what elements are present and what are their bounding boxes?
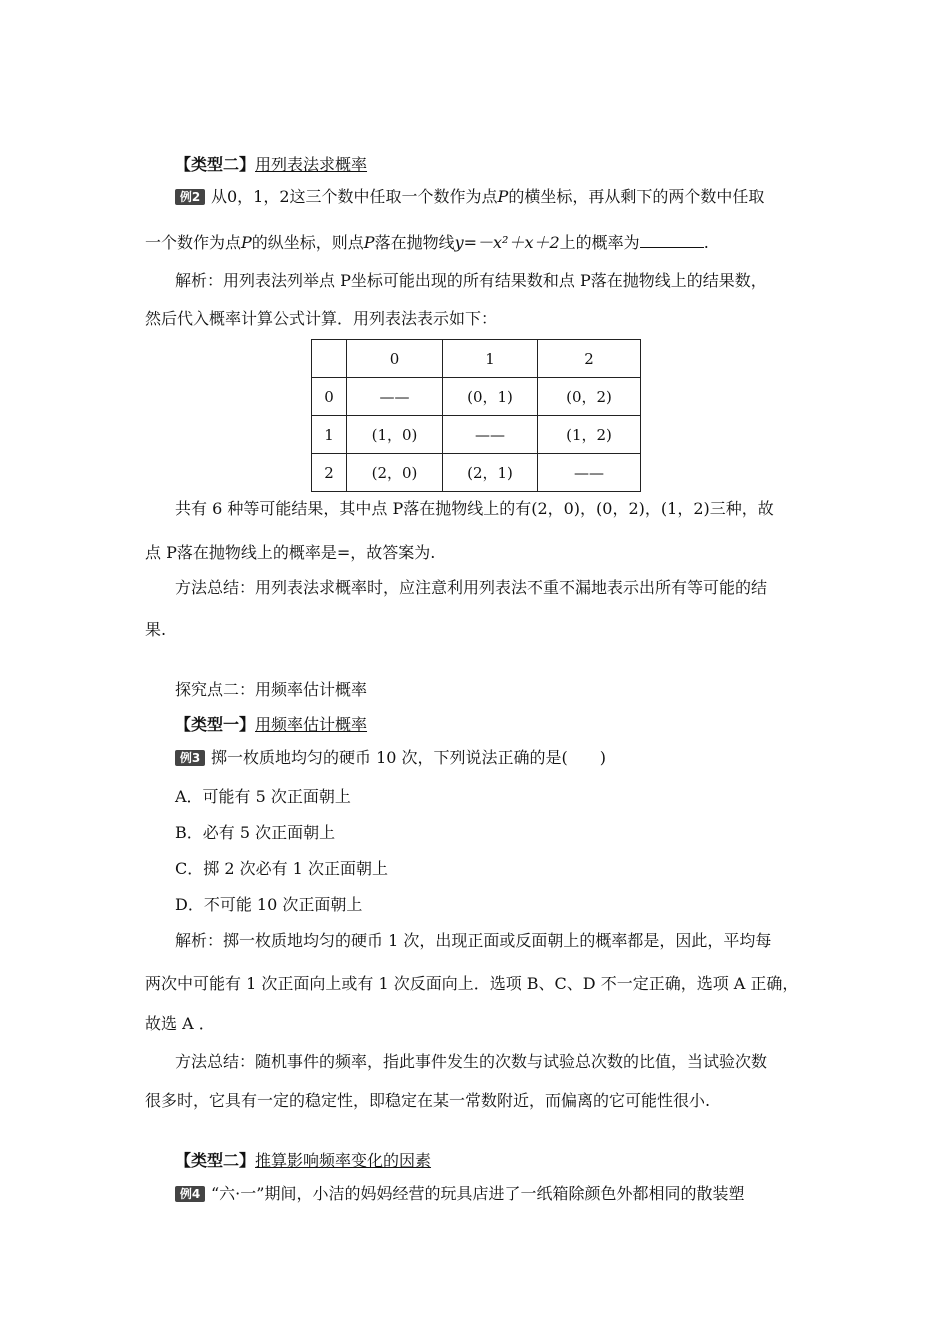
formula: y=－x²＋x＋2 [454,233,560,252]
question-text: 掷一枚质地均匀的硬币 10 次，下列说法正确的是( ) [211,748,607,767]
analysis-line3: 故选 A ． [145,1014,215,1033]
section-heading-type2-list [175,152,367,175]
table-row [312,378,641,416]
heading-bracket: 【类型二】 [175,155,256,174]
table-cell: (1，2) [538,416,641,454]
table-cell: 1 [312,416,347,454]
option-b: B．必有 5 次正面朝上 [175,823,336,842]
option-d: D．不可能 10 次正面朝上 [175,895,363,914]
var-p: P [241,233,252,252]
analysis-line2: 然后代入概率计算公式计算．用列表法表示如下： [145,309,498,328]
table-row [312,454,641,492]
example-3-question [175,745,606,768]
question-text: 上的概率为 [559,233,640,252]
var-p: P [363,233,375,252]
example-2-question-line1 [175,184,764,207]
table-row [312,416,641,454]
question-text: 落在抛物线 [374,233,455,252]
example-badge: 例2 [175,189,205,205]
example-4-question-line1 [175,1181,744,1204]
heading-bracket: 【类型二】 [175,1151,256,1170]
section-heading-type2-factors [175,1148,431,1171]
table-cell: —— [538,454,641,492]
heading-title: 用列表法求概率 [255,155,368,174]
heading-title: 用频率估计概率 [255,715,368,734]
table-cell: 2 [538,340,641,378]
method-summary-line2: 很多时，它具有一定的稳定性，即稳定在某一常数附近，而偏离的它可能性很小. [145,1091,711,1110]
question-text: 一个数作为点 [145,233,242,252]
analysis-line1: 解析：掷一枚质地均匀的硬币 1 次，出现正面或反面朝上的概率都是，因此，平均每 [175,931,772,950]
analysis-line1: 解析：用列表法列举点 P坐标可能出现的所有结果数和点 P落在抛物线上的结果数， [175,271,767,290]
explore-point-title: 探究点二：用频率估计概率 [175,680,368,699]
option-c: C．掷 2 次必有 1 次正面朝上 [175,859,388,878]
table-cell: 2 [312,454,347,492]
heading-bracket: 【类型一】 [175,715,256,734]
outcome-table [311,339,641,492]
example-badge: 例3 [175,750,205,766]
result-line1: 共有 6 种等可能结果，其中点 P落在抛物线上的有(2，0)，(0，2)，(1，2)三种，故 [175,499,774,518]
answer-blank [640,235,704,248]
table-cell: —— [347,378,443,416]
table-cell: (0，2) [538,378,641,416]
example-badge: 例4 [175,1186,205,1202]
var-p: P [497,187,509,206]
question-text: 的横坐标，再从剩下的两个数中任取 [508,187,765,206]
question-text: 从0，1，2这三个数中任取一个数作为点 [211,187,498,206]
table-cell: —— [443,416,538,454]
question-text: “六·一”期间，小洁的妈妈经营的玩具店进了一纸箱除颜色外都相同的散装塑 [211,1184,745,1203]
table-cell: (0，1) [443,378,538,416]
table-cell [312,340,347,378]
table-row [312,340,641,378]
table-cell: 0 [347,340,443,378]
heading-title: 推算影响频率变化的因素 [255,1151,432,1170]
table-cell: 0 [312,378,347,416]
analysis-line2: 两次中可能有 1 次正面向上或有 1 次反面向上．选项 B、C、D 不一定正确，选项 A 正确， [145,974,799,993]
method-summary-line1: 方法总结：用列表法求概率时，应注意利用列表法不重不漏地表示出所有等可能的结 [175,578,768,597]
option-a: A．可能有 5 次正面朝上 [175,787,351,806]
question-text: . [703,233,709,252]
table-cell: (2，1) [443,454,538,492]
question-text: 的纵坐标，则点 [251,233,364,252]
method-summary-line1: 方法总结：随机事件的频率，指此事件发生的次数与试验总次数的比值，当试验次数 [175,1052,768,1071]
table-cell: (1，0) [347,416,443,454]
section-heading-type1-frequency [175,712,367,735]
example-2-question-line2 [145,230,709,253]
table-cell: (2，0) [347,454,443,492]
result-line2: 点 P落在抛物线上的概率是=，故答案为. [145,543,436,562]
table-cell: 1 [443,340,538,378]
method-summary-line2: 果. [145,620,167,639]
